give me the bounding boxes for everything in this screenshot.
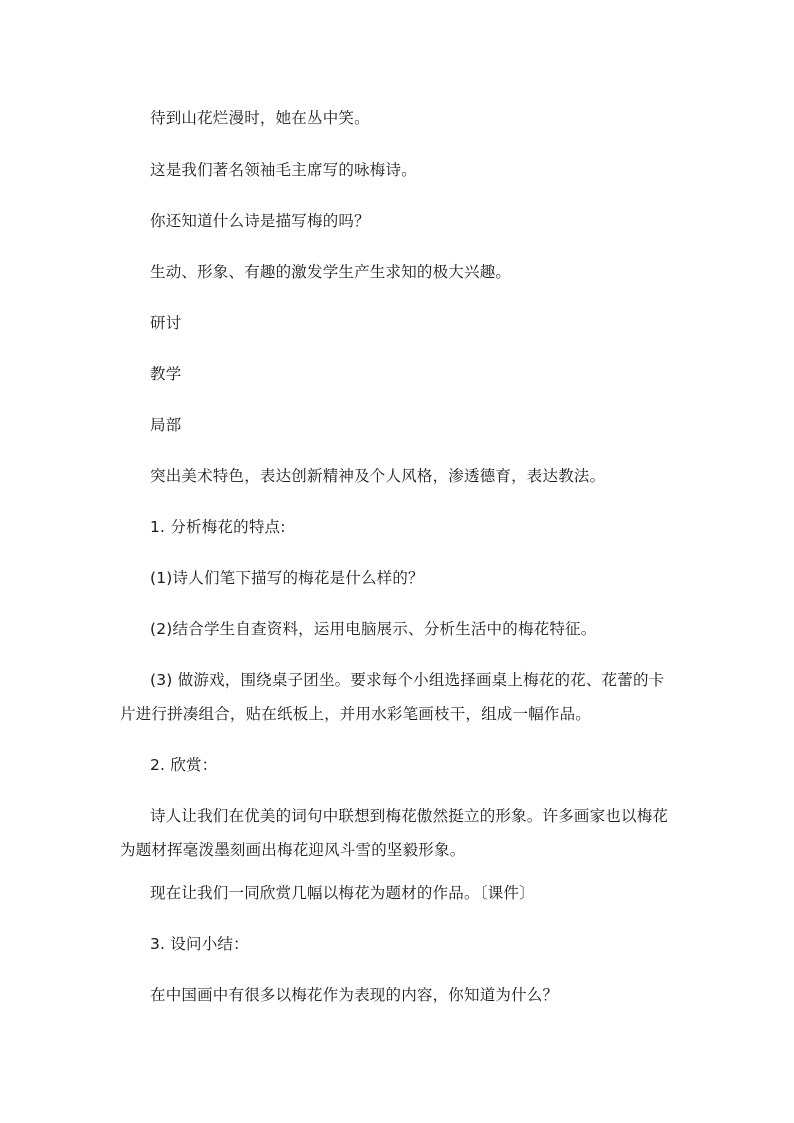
list-item-1: (1)诗人们笔下描写的梅花是什么样的？: [150, 569, 424, 587]
section-heading-teaching: 教学: [150, 365, 182, 383]
list-item-3: (3) 做游戏，围绕桌子团坐。要求每个小组选择画桌上梅花的花、花蕾的卡片进行拼凑组合，贴在纸板上，并用水彩笔画枝干，组成一幅作品。: [120, 671, 665, 723]
paragraph-question: 你还知道什么诗是描写梅的吗？: [150, 212, 370, 230]
paragraph-courseware: 现在让我们一同欣赏几幅以梅花为题材的作品。〔课件〕: [150, 884, 535, 902]
paragraph-summary-question: 在中国画中有很多以梅花作为表现的内容，你知道为什么？: [150, 986, 559, 1004]
section-heading-part: 局部: [150, 416, 182, 434]
paragraph-poem-line: 待到山花烂漫时，她在丛中笑。: [150, 109, 370, 127]
paragraph-poem-attribution: 这是我们著名领袖毛主席写的咏梅诗。: [150, 161, 417, 179]
paragraph-appreciation: 诗人让我们在优美的词句中联想到梅花傲然挺立的形象。许多画家也以梅花为题材挥毫泼墨刻画出梅花迎风斗雪的坚毅形象。: [120, 807, 669, 859]
list-heading-appreciate: 2. 欣赏：: [150, 756, 218, 774]
list-heading-summary: 3. 设问小结：: [150, 935, 249, 953]
list-heading-analyze: 1. 分析梅花的特点:: [150, 518, 286, 536]
list-item-2: (2)结合学生自查资料，运用电脑展示、分析生活中的梅花特征。: [150, 620, 597, 638]
paragraph-objectives: 突出美术特色，表达创新精神及个人风格，渗透德育，表达教法。: [150, 467, 606, 485]
section-heading-research: 研讨: [150, 314, 182, 332]
paragraph-interest-note: 生动、形象、有趣的激发学生产生求知的极大兴趣。: [150, 263, 512, 281]
